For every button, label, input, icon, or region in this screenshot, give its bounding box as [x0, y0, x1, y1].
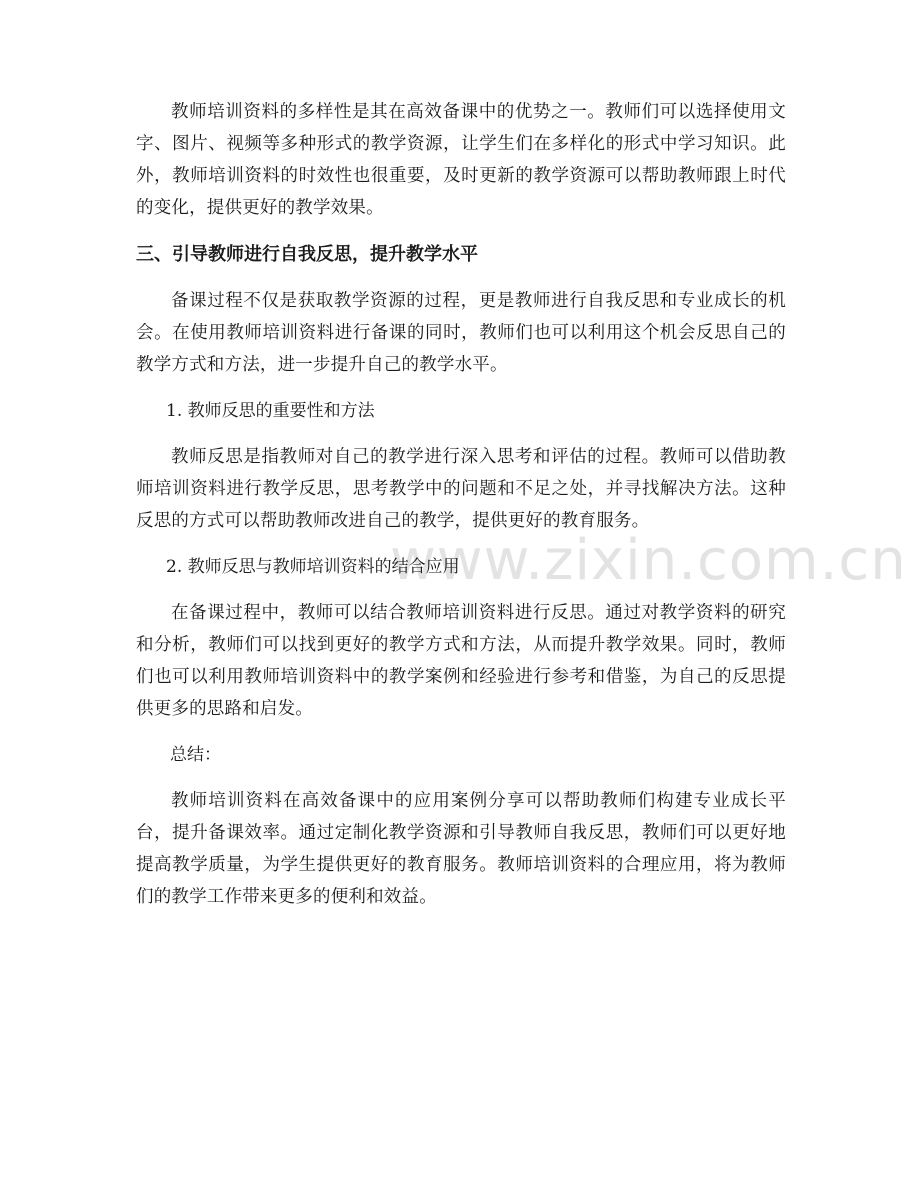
paragraph-combined-application: 在备课过程中，教师可以结合教师培训资料进行反思。通过对教学资料的研究和分析，教师们可以找到更好的教学方式和方法，从而提升教学效果。同时，教师们也可以利用教师培训资料中的教学案例和经验进行参考和借鉴，为自己的反思提供更多的思路和启发。 — [136, 603, 786, 719]
section-heading-3: 三、引导教师进行自我反思，提升教学水平 — [136, 244, 478, 265]
summary-label: 总结： — [170, 745, 221, 765]
paragraph-reflection-method: 教师反思是指教师对自己的教学进行深入思考和评估的过程。教师可以借助教师培训资料进行教学反思，思考教学中的问题和不足之处，并寻找解决方法。这种反思的方式可以帮助教师改进自己的教学，提供更好的教育服务。 — [136, 447, 786, 531]
paragraph-reflection-intro: 备课过程不仅是获取教学资源的过程，更是教师进行自我反思和专业成长的机会。在使用教师培训资料进行备课的同时，教师们也可以利用这个机会反思自己的教学方式和方法，进一步提升自己的教学水平。 — [136, 291, 786, 375]
watermark: www.zixin.com.cn — [390, 528, 907, 593]
paragraph-diversity: 教师培训资料的多样性是其在高效备课中的优势之一。教师们可以选择使用文字、图片、视频等多种形式的教学资源，让学生们在多样化的形式中学习知识。此外，教师培训资料的时效性也很重要，及时更新的教学资源可以帮助教师跟上时代的变化，提供更好的教学效果。 — [136, 102, 786, 218]
paragraph-summary: 教师培训资料在高效备课中的应用案例分享可以帮助教师们构建专业成长平台，提升备课效率。通过定制化教学资源和引导教师自我反思，教师们可以更好地提高教学质量，为学生提供更好的教育服务。教师培训资料的合理应用，将为教师们的教学工作带来更多的便利和效益。 — [136, 791, 786, 907]
subheading-2: 2. 教师反思与教师培训资料的结合应用 — [166, 557, 460, 577]
subheading-1: 1. 教师反思的重要性和方法 — [166, 401, 375, 421]
document-page — [136, 96, 786, 913]
